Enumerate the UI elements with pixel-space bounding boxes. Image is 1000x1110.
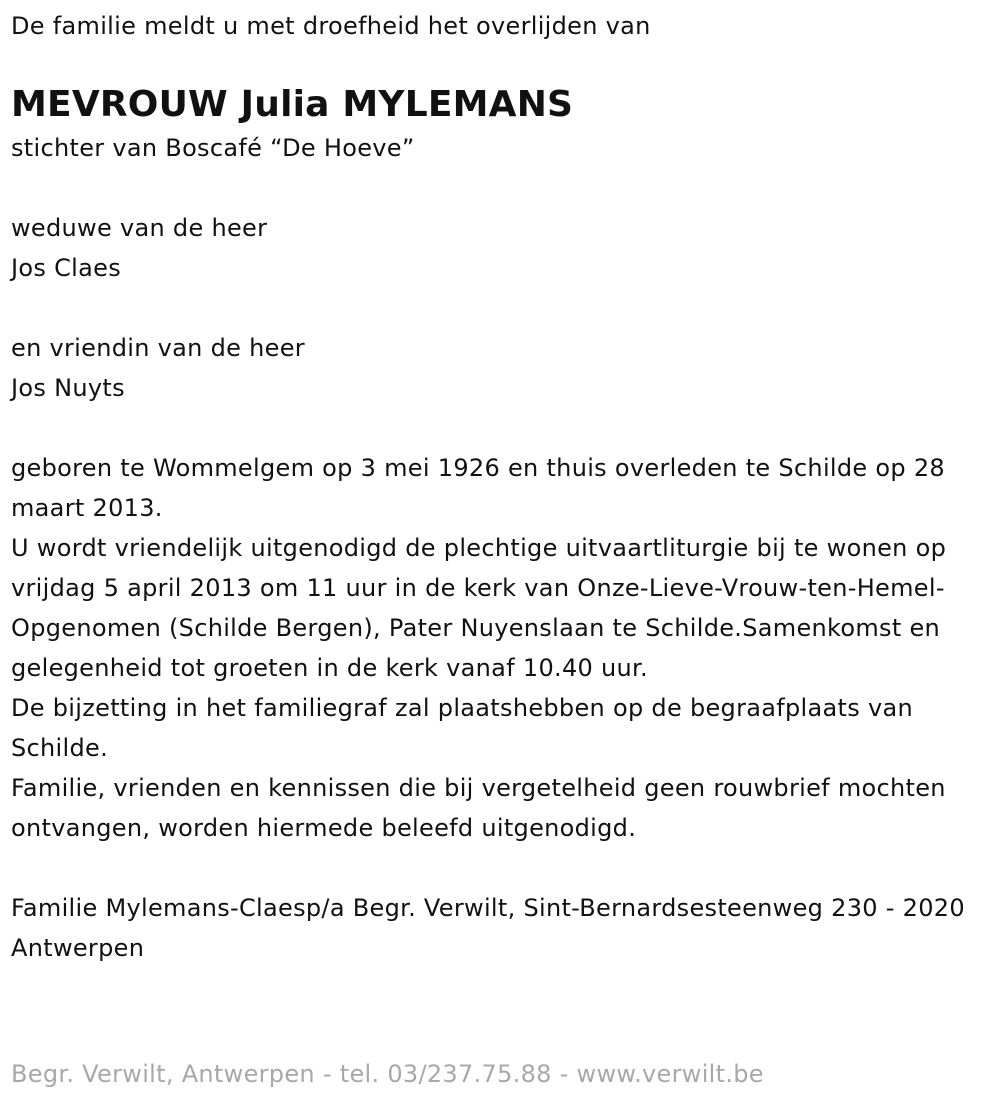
- subtitle: stichter van Boscafé “De Hoeve”: [11, 134, 415, 162]
- deceased-name: MEVROUW Julia MYLEMANS: [11, 84, 574, 125]
- friend-label: en vriendin van de heer: [11, 334, 305, 362]
- widow-label: weduwe van de heer: [11, 214, 268, 242]
- invitation-text: Familie, vrienden en kennissen die bij vergetelheid geen rouwbrief mochten ontvangen, worden hiermede beleefd uitgenodigd.: [11, 774, 946, 842]
- widow-name: Jos Claes: [11, 254, 121, 282]
- footer-contact: Begr. Verwilt, Antwerpen - tel. 03/237.75.88 - www.verwilt.be: [11, 1060, 764, 1088]
- birth-death-text: geboren te Wommelgem op 3 mei 1926 en thuis overleden te Schilde op 28 maart 2013.: [11, 454, 945, 522]
- intro-text: De familie meldt u met droefheid het overlijden van: [11, 12, 651, 40]
- burial-text: De bijzetting in het familiegraf zal plaatshebben op de begraafplaats van Schilde.: [11, 694, 913, 762]
- friend-name: Jos Nuyts: [11, 374, 125, 402]
- family-address: Familie Mylemans-Claesp/a Begr. Verwilt, Sint-Bernardsesteenweg 230 - 2020 Antwerpen: [11, 894, 965, 962]
- death-notice: [11, 6, 991, 968]
- funeral-text: U wordt vriendelijk uitgenodigd de plechtige uitvaartliturgie bij te wonen op vrijdag 5 april 2013 om 11 uur in de kerk van Onze-Lieve-Vrouw-ten-Hemel-Opgenomen (Schilde Bergen), Pater Nuyenslaan te Schilde.Samenkomst en gelegenheid tot groeten in de kerk vanaf 10.40 uur.: [11, 534, 947, 682]
